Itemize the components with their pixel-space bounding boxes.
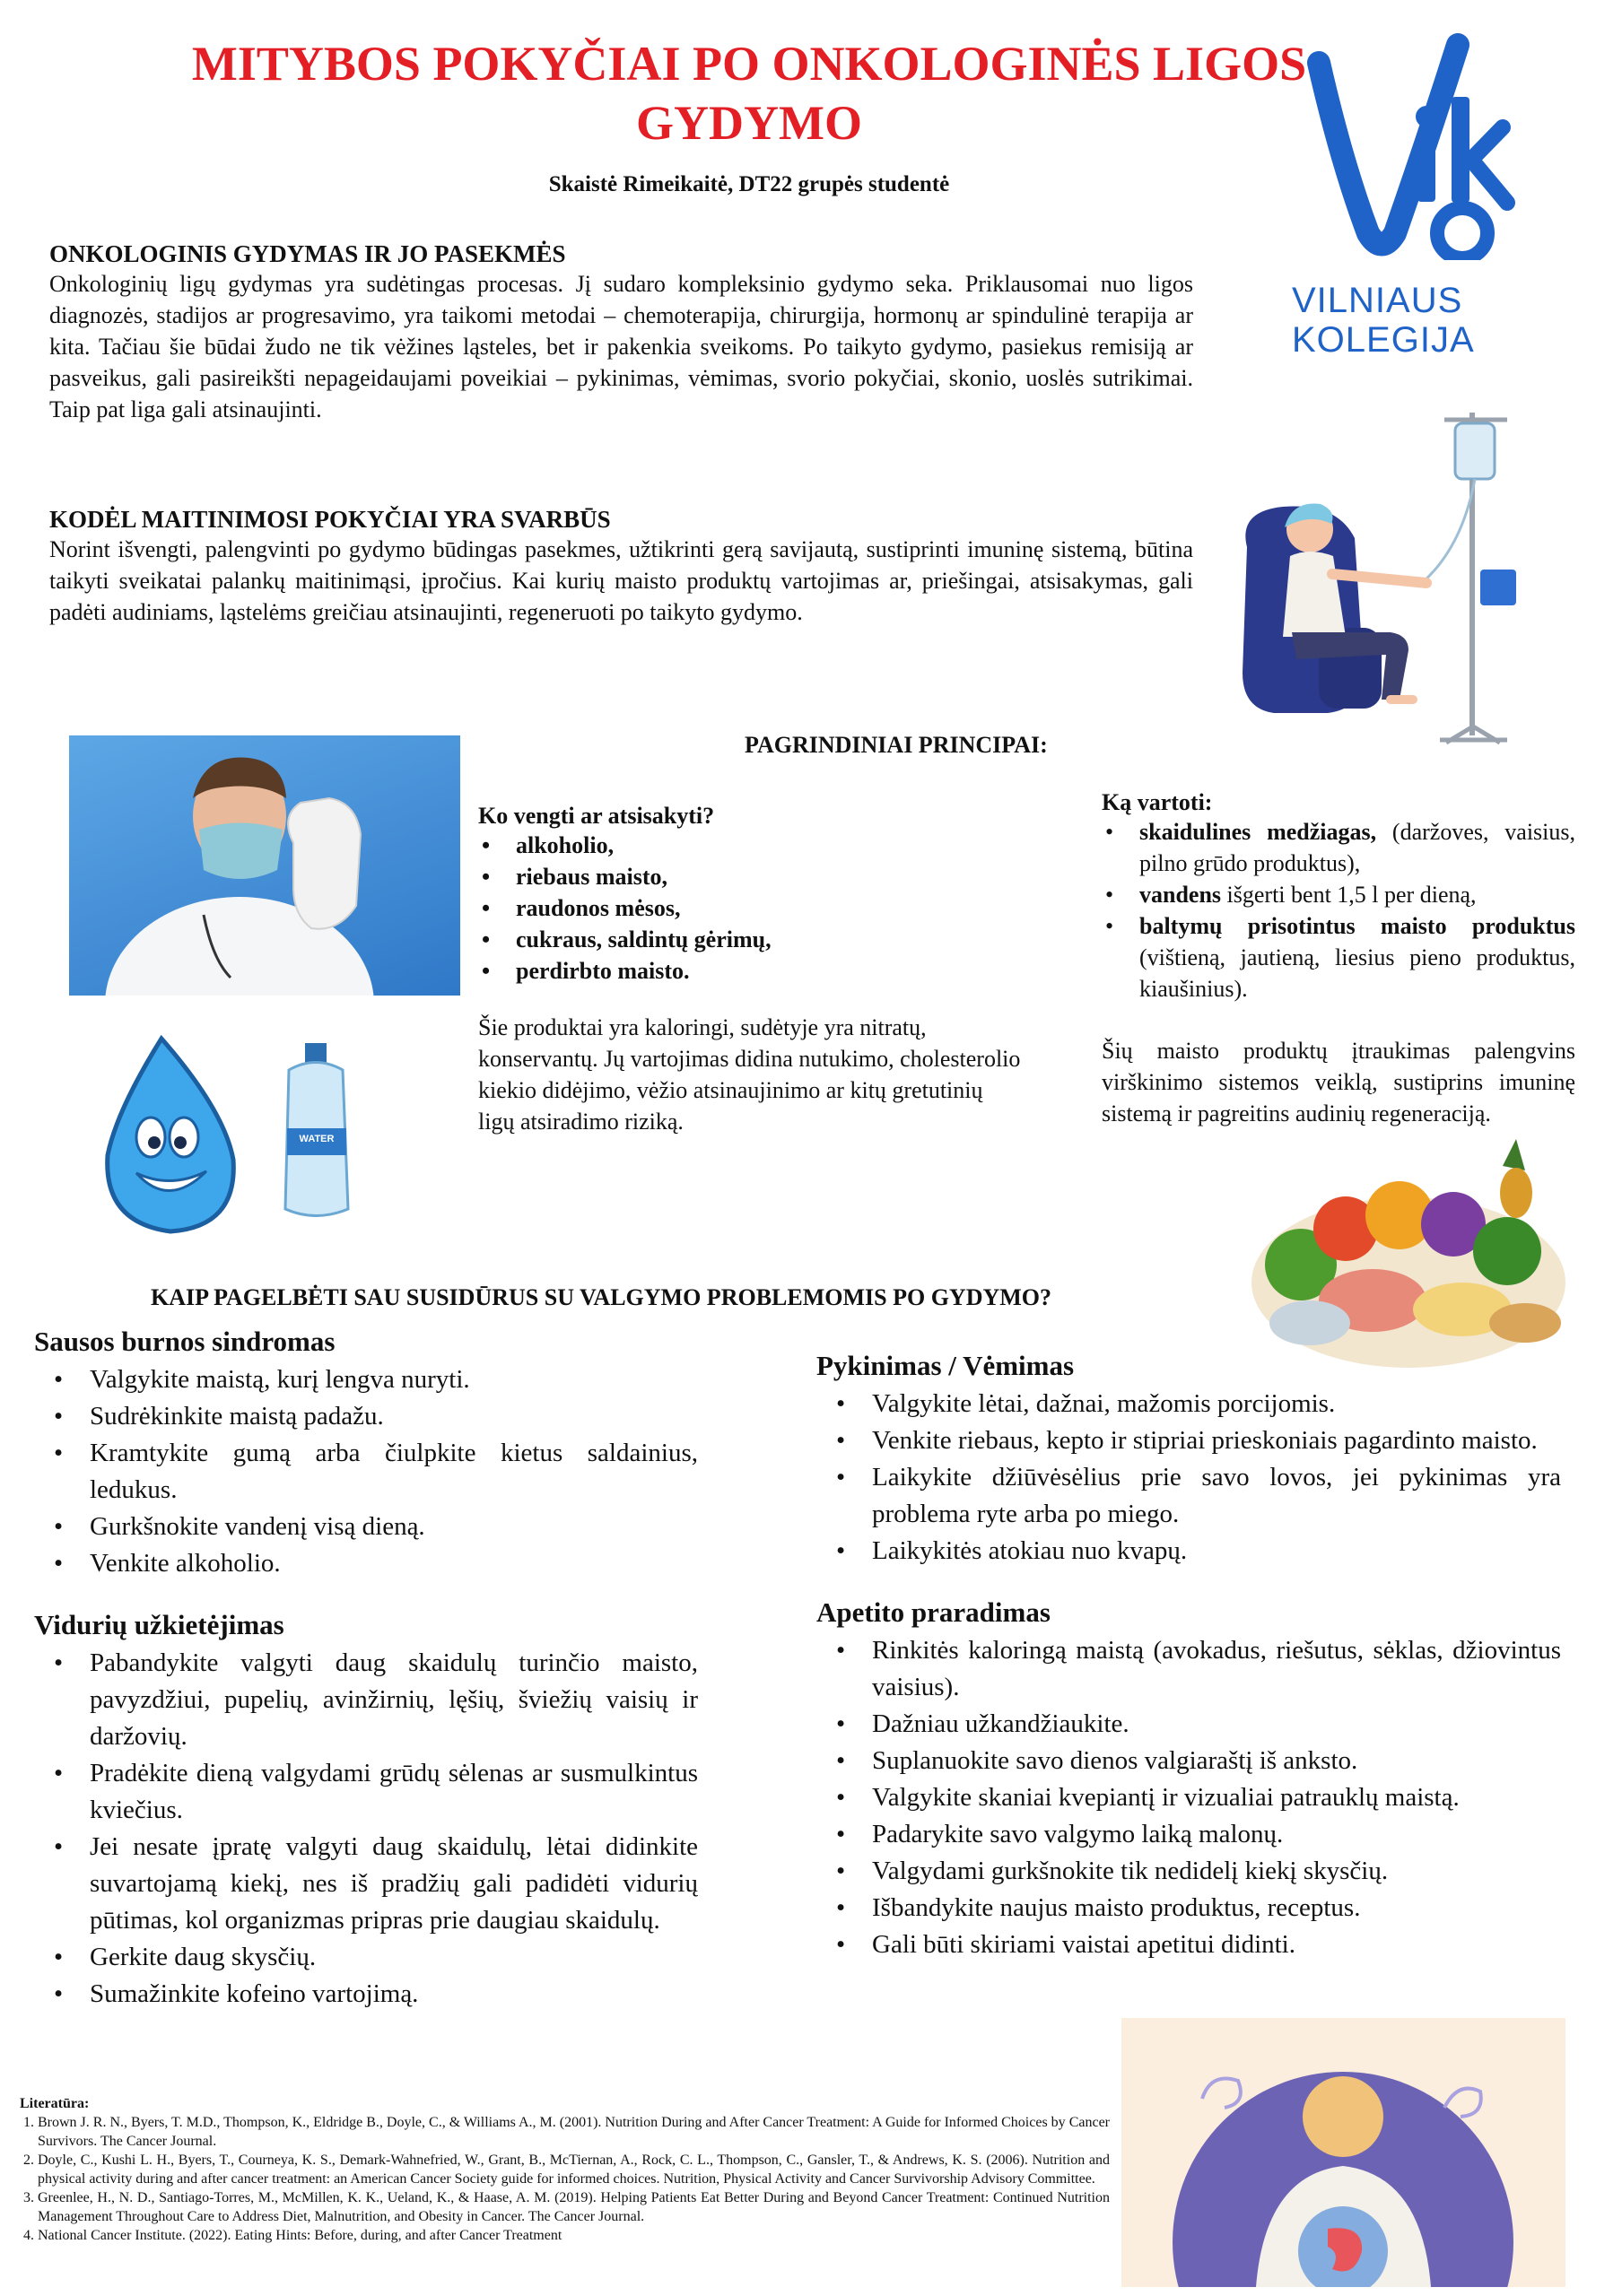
consume-heading: Ką vartoti:	[1102, 789, 1213, 815]
avoid-column	[478, 803, 1021, 1137]
section-importance-text: Norint išvengti, palengvinti po gydymo būdingas pasekmes, užtikrinti gerą savijautą, sustiprinti imuninę sistemą, būtina taikyti sveikatai palankų maitinimąsi, įpročius. Kai kurių maisto produktų vartojimas ar, priešingai, atsisakymas, gali padėti audiniams, ląstelėms greičiau atsinaujinti, regeneruoti po taikyto gydymo.	[49, 536, 1193, 625]
list-item: • Valgykite maistą, kurį lengva nuryti.	[90, 1361, 698, 1398]
water-drop-mascot	[81, 1030, 377, 1249]
stomach-discomfort-illustration	[1121, 2018, 1565, 2287]
list-item: 2. Doyle, C., Kushi L. H., Byers, T., Courneya, K. S., Demark-Wahnefried, W., Grant, B., McTiernan, A., Rock, C. L., Thompson, C., Gansler, T., & Andrews, K. S. (2006). Nutrition and physical activity during and after cancer treatment: an American Cancer Society guide for informed choices. Nutrition, Physical Activity and Cancer Survivorship Advisory Committee.	[38, 2151, 1110, 2188]
consume-column	[1102, 789, 1575, 1129]
list-item: • Venkite alkoholio.	[90, 1545, 698, 1582]
constipation-list	[34, 1645, 698, 2013]
list-item: • Gali būti skiriami vaistai apetitui didinti.	[872, 1926, 1561, 1963]
list-item: • raudonos mėsos,	[516, 892, 1021, 924]
references-list	[20, 2113, 1110, 2245]
list-item: • Pradėkite dieną valgydami grūdų sėlenas ar susmulkintus kviečius.	[90, 1755, 698, 1829]
list-item: • riebaus maisto,	[516, 861, 1021, 892]
dry-mouth-list	[34, 1361, 698, 1582]
doctor-illustration-icon	[69, 735, 460, 996]
chemotherapy-patient-illustration	[1220, 404, 1561, 753]
author-line: Skaistė Rimeikaitė, DT22 grupės studentė	[548, 172, 950, 196]
list-item: • Venkite riebaus, kepto ir stipriai prieskoniais pagardinto maisto.	[872, 1422, 1561, 1459]
problems-left-column	[34, 1326, 698, 2013]
list-item: • vandens išgerti bent 1,5 l per dieną,	[1139, 879, 1575, 910]
avoid-text: Šie produktai yra kaloringi, sudėtyje yra nitratų, konservantų. Jų vartojimas didina nutukimo, cholesterolio kiekio didėjimo, vėžio atsinaujinimo ar kitų gretutinių ligų atsiradimo riziką.	[478, 1014, 1021, 1135]
list-item: • Išbandykite naujus maisto produktus, receptus.	[872, 1890, 1561, 1926]
list-item: • Gurkšnokite vandenį visą dieną.	[90, 1509, 698, 1545]
avoid-list	[478, 830, 1021, 987]
appetite-heading: Apetito praradimas	[816, 1596, 1051, 1628]
section-importance	[49, 506, 1193, 628]
appetite-list	[816, 1632, 1561, 1963]
list-item: • Valgydami gurkšnokite tik nedidelį kiekį skysčių.	[872, 1853, 1561, 1890]
list-item: • Sudrėkinkite maistą padažu.	[90, 1398, 698, 1435]
list-item: • Kramtykite gumą arba čiulpkite kietus saldainius, ledukus.	[90, 1435, 698, 1509]
logo-line2: KOLEGIJA	[1292, 320, 1475, 360]
viko-logo	[1292, 27, 1543, 386]
water-bottle-label: WATER	[299, 1134, 335, 1144]
section-treatment-text: Onkologinių ligų gydymas yra sudėtingas procesas. Jį sudaro kompleksinio gydymo seka. Priklausomai nuo ligos diagnozės, stadijos ar progresavimo, yra taikomi metodai – chemoterapija, chirurgija, hormonų ar spindulinė terapija ar kita. Tačiau šie būdai žudo ne tik vėžines ląsteles, bet ir pakenkia sveikoms. Po taikyto gydymo, pasiekus remisiją ar pasveikus, gali pasireikšti nepageidaujami poveikiai – pykinimas, vėmimas, svorio pokyčiai, skonio, uoslės sutrikimai. Taip pat liga gali atsinaujinti.	[49, 271, 1193, 422]
section-treatment-heading: ONKOLOGINIS GYDYMAS IR JO PASEKMĖS	[49, 240, 566, 267]
list-item: • Pabandykite valgyti daug skaidulų turinčio maisto, pavyzdžiui, pupelių, avinžirnių, lęšių, šviežių vaisių ir daržovių.	[90, 1645, 698, 1755]
list-item: 1. Brown J. R. N., Byers, T. M.D., Thompson, K., Eldridge B., Doyle, C., & Williams A., M. (2001). Nutrition During and After Cancer Treatment: A Guide for Informed Choices by Cancer Survivors. The Cancer Journal.	[38, 2113, 1110, 2151]
list-item: • Rinkitės kaloringą maistą (avokadus, riešutus, sėklas, džiovintus vaisius).	[872, 1632, 1561, 1706]
list-item: • skaidulines medžiagas, (daržoves, vaisius, pilno grūdo produktus),	[1139, 816, 1575, 879]
references-heading: Literatūra:	[20, 2096, 90, 2111]
list-item: • Valgykite lėtai, dažnai, mažomis porcijomis.	[872, 1386, 1561, 1422]
list-item: • Sumažinkite kofeino vartojimą.	[90, 1976, 698, 2013]
list-item: • Gerkite daug skysčių.	[90, 1939, 698, 1976]
list-item: • Jei nesate įpratę valgyti daug skaidulų, lėtai didinkite suvartojamą kiekį, nes iš pradžių gali padidėti vidurių pūtimas, kol organizmas pripras prie daugiau skaidulų.	[90, 1829, 698, 1939]
list-item: • cukraus, saldintų gėrimų,	[516, 924, 1021, 955]
list-item: • Dažniau užkandžiaukite.	[872, 1706, 1561, 1743]
page-title: MITYBOS POKYČIAI PO ONKOLOGINĖS LIGOS GYDYMO	[191, 37, 1307, 150]
dry-mouth-heading: Sausos burnos sindromas	[34, 1326, 336, 1357]
list-item: • baltymų prisotintus maisto produktus (vištieną, jautieną, liesius pieno produktus, kiaušinius).	[1139, 910, 1575, 1004]
section-treatment	[49, 240, 1193, 425]
avoid-heading: Ko vengti ar atsisakyti?	[478, 803, 715, 829]
problems-heading: KAIP PAGELBĖTI SAU SUSIDŪRUS SU VALGYMO PROBLEMOMIS PO GYDYMO?	[151, 1284, 1052, 1310]
person-stomach-icon	[1121, 2018, 1565, 2287]
logo-line1: VILNIAUS	[1292, 281, 1463, 320]
list-item: 3. Greenlee, H., N. D., Santiago-Torres, M., McMillen, K. K., Ueland, K., & Haase, A. M. (2019). Helping Patients Eat Better During and Beyond Cancer Treatment: Continued Nutrition Management Throughout Care to Address Diet, Malnutrition, and Obesity in Cancer. The Cancer Journal.	[38, 2188, 1110, 2226]
consume-text: Šių maisto produktų įtraukimas palengvins virškinimo sistemos veiklą, sustiprins imuninę sistemą ir pagreitins audinių regeneraciją.	[1102, 1038, 1575, 1126]
list-item: • perdirbto maisto.	[516, 955, 1021, 987]
healthy-food-illustration	[1247, 1130, 1570, 1372]
list-item: • Padarykite savo valgymo laiką malonų.	[872, 1816, 1561, 1853]
list-item: • Laikykitės atokiau nuo kvapų.	[872, 1533, 1561, 1570]
list-item: 4. National Cancer Institute. (2022). Eating Hints: Before, during, and after Cancer Treatment	[38, 2226, 1110, 2245]
problems-right-column	[816, 1350, 1561, 1963]
nausea-heading: Pykinimas / Vėmimas	[816, 1350, 1075, 1381]
list-item: • Suplanuokite savo dienos valgiaraštį iš anksto.	[872, 1743, 1561, 1779]
constipation-heading: Vidurių užkietėjimas	[34, 1609, 284, 1640]
viko-mark-icon	[1292, 27, 1543, 260]
references	[20, 2094, 1110, 2245]
section-importance-heading: KODĖL MAITINIMOSI POKYČIAI YRA SVARBŪS	[49, 506, 611, 533]
consume-list	[1102, 816, 1575, 1004]
nausea-list	[816, 1386, 1561, 1570]
list-item: • Valgykite skaniai kvepiantį ir vizualiai patrauklų maistą.	[872, 1779, 1561, 1816]
list-item: • Laikykite džiūvėsėlius prie savo lovos, jei pykinimas yra problema ryte arba po miego.	[872, 1459, 1561, 1533]
list-item: • alkoholio,	[516, 830, 1021, 861]
principles-heading: PAGRINDINIAI PRINCIPAI:	[745, 732, 1048, 758]
doctor-stop-gesture-photo	[69, 735, 460, 996]
